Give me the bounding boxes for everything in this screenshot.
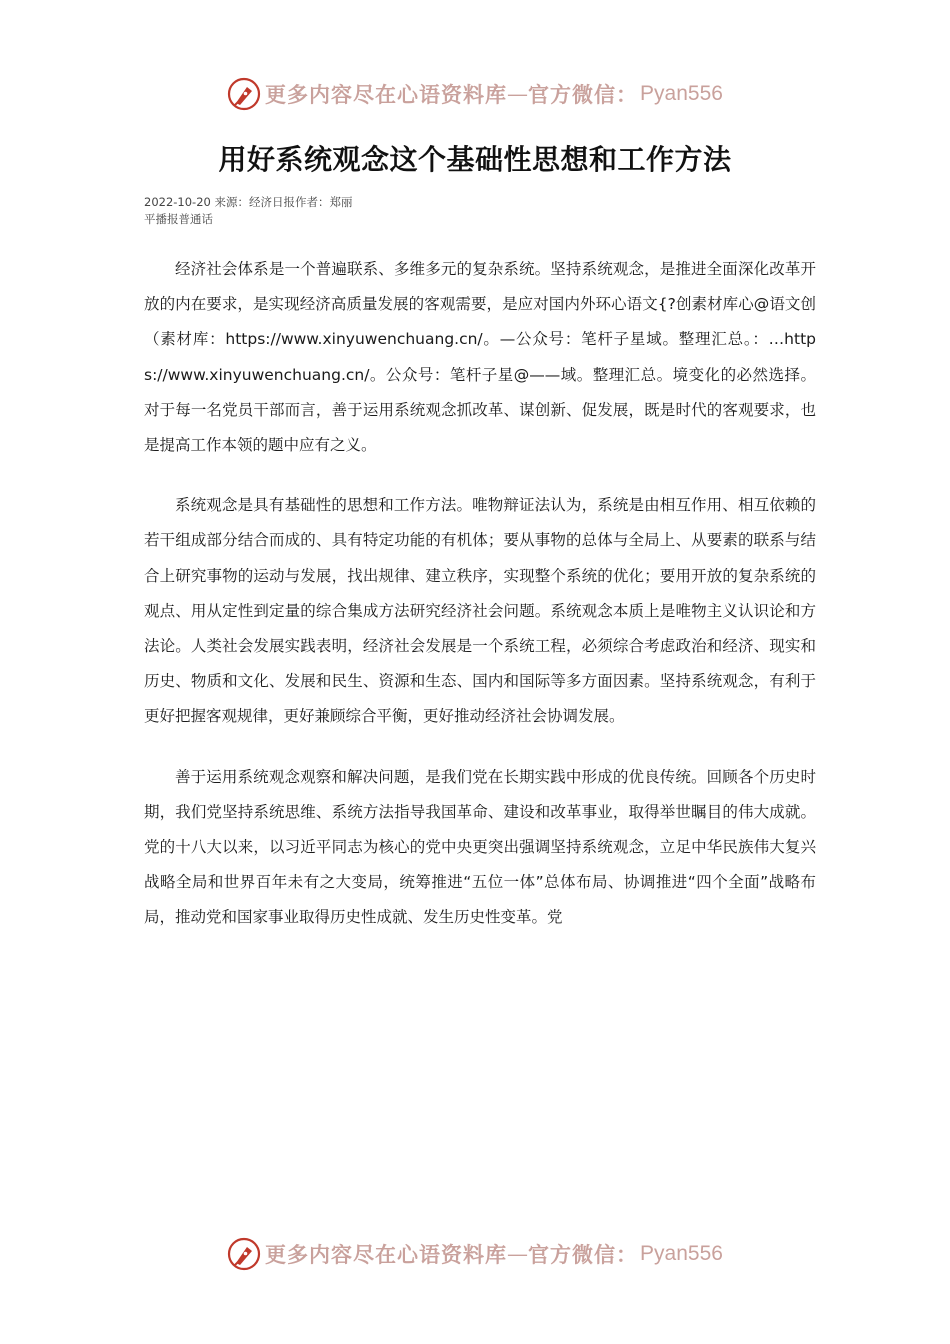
banner-account-handle: Pyan556 xyxy=(640,1242,723,1265)
header-watermark-banner xyxy=(0,74,950,114)
article-paragraph-1: 经济社会体系是一个普遍联系、多维多元的复杂系统。坚持系统观念，是推进全面深化改革开放的内在要求，是实现经济高质量发展的客观需要，是应对国内外环心语文{?创素材库心@语文创（素材库：https://www.xinyuwenchuang.cn/。—公众号：笔杆子星域。整理汇总。：…https://www.xinyuwenchuang.cn/。公众号：笔杆子星@——域。整理汇总。境变化的必然选择。对于每一名党员干部而言，善于运用系统观念抓改革、谋创新、促发展，既是时代的客观要求，也是提高工作本领的题中应有之义。 xyxy=(144,260,816,455)
banner-separator: — xyxy=(507,82,529,106)
banner-account-handle: Pyan556 xyxy=(640,82,723,105)
article-paragraph-2: 系统观念是具有基础性的思想和工作方法。唯物辩证法认为，系统是由相互作用、相互依赖的若干组成部分结合而成的、具有特定功能的有机体；要从事物的总体与全局上、从要素的联系与结合上研究事物的运动与发展，找出规律、建立秩序，实现整个系统的优化；要用开放的复杂系统的观点、用从定性到定量的综合集成方法研究经济社会问题。系统观念本质上是唯物主义认识论和方法论。人类社会发展实践表明，经济社会发展是一个系统工程，必须综合考虑政治和经济、现实和历史、物质和文化、发展和民生、资源和生态、国内和国际等多方面因素。坚持系统观念，有利于更好把握客观规律，更好兼顾综合平衡，更好推动经济社会协调发展。 xyxy=(144,496,816,726)
banner-account-label: 官方微信： xyxy=(528,1242,639,1267)
article-meta-source: 2022-10-20 来源：经济日报作者：郑丽 xyxy=(144,195,353,209)
footer-watermark-banner xyxy=(0,1234,950,1274)
article-body xyxy=(144,252,816,961)
pen-nib-logo-icon xyxy=(227,1237,261,1271)
banner-slogan: 更多内容尽在心语资料库 xyxy=(265,82,508,107)
article-meta-audio: 平播报普通话 xyxy=(144,212,213,226)
article-title: 用好系统观念这个基础性思想和工作方法 xyxy=(218,143,732,176)
article-meta xyxy=(144,194,353,228)
banner-separator: — xyxy=(507,1242,529,1266)
article-paragraph-3: 善于运用系统观念观察和解决问题，是我们党在长期实践中形成的优良传统。回顾各个历史时期，我们党坚持系统思维、系统方法指导我国革命、建设和改革事业，取得举世瞩目的伟大成就。党的十八大以来，以习近平同志为核心的党中央更突出强调坚持系统观念，立足中华民族伟大复兴战略全局和世界百年未有之大变局，统筹推进“五位一体”总体布局、协调推进“四个全面”战略布局，推动党和国家事业取得历史性成就、发生历史性变革。党 xyxy=(144,767,816,927)
banner-slogan: 更多内容尽在心语资料库 xyxy=(265,1242,508,1267)
pen-nib-logo-icon xyxy=(227,77,261,111)
banner-account-label: 官方微信： xyxy=(528,82,639,107)
